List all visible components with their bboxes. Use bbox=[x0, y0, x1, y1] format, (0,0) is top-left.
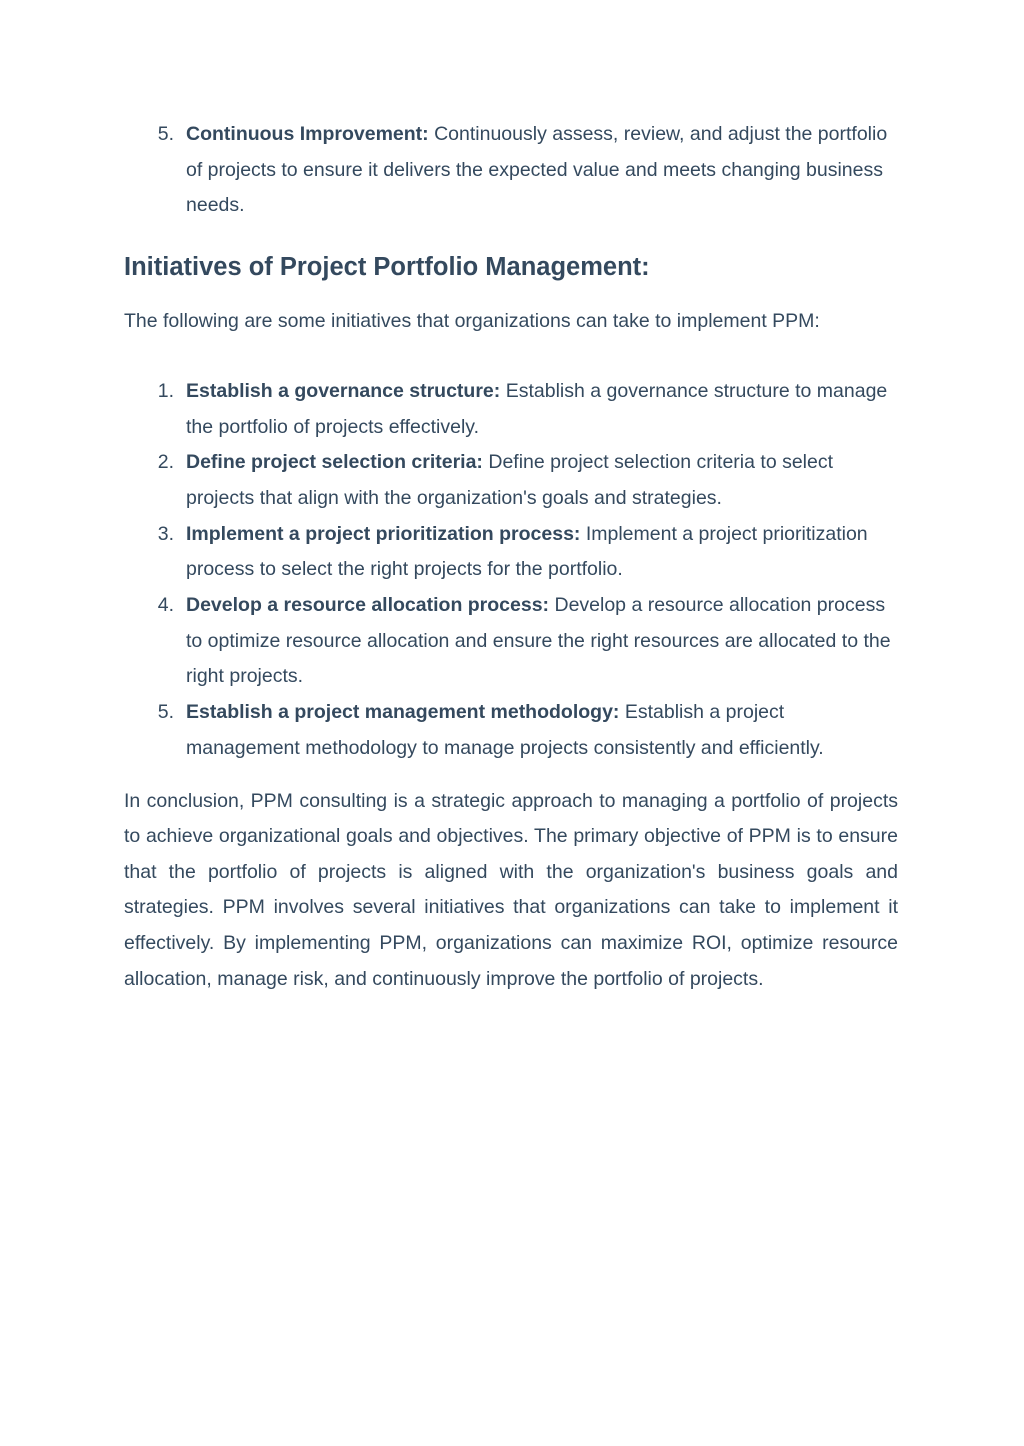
list-item-title: Develop a resource allocation process: bbox=[186, 594, 550, 617]
list-item-text: Implement a project prioritization process to select the right projects for the portfolio. bbox=[186, 522, 868, 581]
section-intro: The following are some initiatives that organizations can take to implement PPM: bbox=[124, 310, 820, 333]
list-item bbox=[124, 517, 898, 588]
conclusion-paragraph: In conclusion, PPM consulting is a strategic approach to managing a portfolio of projects to achieve organizational goals and objectives. The primary objective of PPM is to ensure that the portfolio of projects is aligned with the organization's business goals and strategies. PPM involves several initiatives that organizations can take to implement it effectively. By implementing PPM, organizations can maximize ROI, optimize resource allocation, manage risk, and continuously improve the portfolio of projects. bbox=[124, 789, 898, 990]
list-item-number: 4. bbox=[157, 594, 174, 617]
list-item-title: Establish a project management methodology: bbox=[186, 701, 620, 724]
list-item-title: Establish a governance structure: bbox=[186, 379, 501, 402]
list-item-number: 1. bbox=[157, 379, 174, 402]
list-item bbox=[124, 695, 898, 766]
list-item bbox=[124, 374, 898, 445]
list-item bbox=[124, 445, 898, 516]
list-item-title: Continuous Improvement: bbox=[186, 123, 429, 145]
section-heading: Initiatives of Project Portfolio Management: bbox=[124, 253, 650, 282]
list-item-title: Implement a project prioritization process: bbox=[186, 522, 581, 545]
list-item bbox=[124, 117, 898, 224]
continued-numbered-list bbox=[124, 117, 898, 224]
initiatives-list bbox=[124, 374, 898, 767]
list-item-title: Define project selection criteria: bbox=[186, 451, 483, 474]
list-item bbox=[124, 588, 898, 695]
list-item-text: Develop a resource allocation process to optimize resource allocation and ensure the right resources are allocated to the right projects. bbox=[186, 594, 891, 688]
list-item-text: Define project selection criteria to select projects that align with the organization's goals and strategies. bbox=[186, 451, 834, 509]
list-item-number: 5. bbox=[157, 123, 174, 145]
list-item-number: 3. bbox=[157, 522, 174, 545]
list-item-text: Continuously assess, review, and adjust the portfolio of projects to ensure it delivers the expected value and meets changing business needs. bbox=[186, 123, 888, 217]
list-item-number: 5. bbox=[157, 701, 174, 724]
page-content bbox=[124, 117, 898, 997]
list-item-text: Establish a project management methodology to manage projects consistently and efficiently. bbox=[186, 701, 824, 759]
list-item-text: Establish a governance structure to manage the portfolio of projects effectively. bbox=[186, 379, 888, 438]
list-item-number: 2. bbox=[157, 451, 174, 474]
